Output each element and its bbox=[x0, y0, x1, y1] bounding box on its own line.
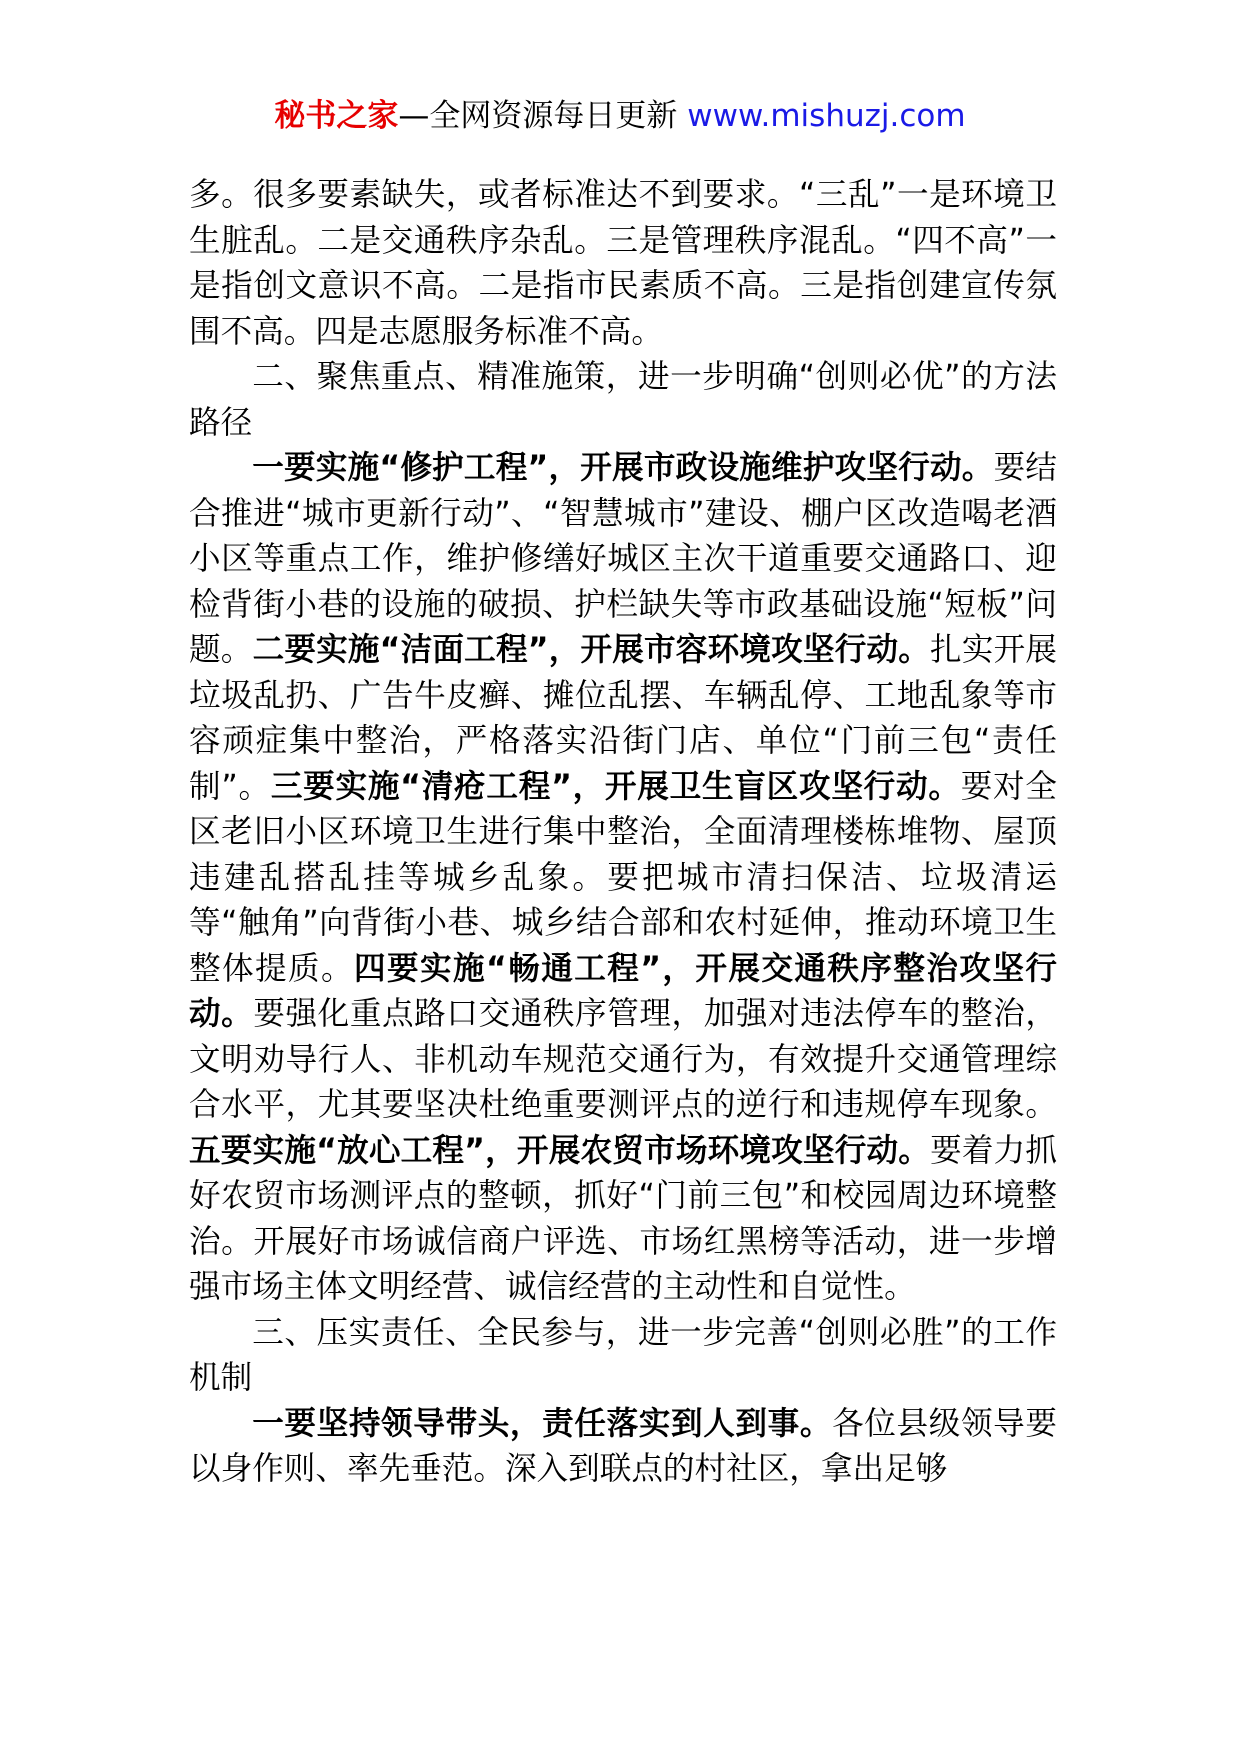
mechanism-1-text: 各位县级领导要以身作则、率先垂范。深入到联点的村社区，拿出足够 bbox=[189, 1405, 1057, 1487]
measure-3-title: 三要实施“清疮工程”，开展卫生盲区攻坚行动。 bbox=[270, 768, 961, 805]
measure-5-title: 五要实施“放心工程”，开展农贸市场环境攻坚行动。 bbox=[189, 1132, 931, 1169]
paragraph-measures bbox=[189, 446, 1057, 1311]
brand-name: 秘书之家 bbox=[274, 98, 399, 134]
page-header bbox=[0, 96, 1240, 136]
section-heading-3: 三、压实责任、全民参与，进一步完善“创则必胜”的工作机制 bbox=[189, 1314, 1057, 1396]
measure-1-text: 要结合推进“城市更新行动”、“智慧城市”建设、棚户区改造喝老酒小区等重点工作，维护修缮好城区主次干道重要交通路口、迎检背街小巷的设施的破损、护栏缺失等市政基础设施“短板”问题。 bbox=[189, 450, 1057, 668]
section-heading-2: 二、聚焦重点、精准施策，进一步明确“创则必优”的方法路径 bbox=[189, 359, 1057, 441]
paragraph-mechanism bbox=[189, 1402, 1057, 1493]
paragraph-problems: 多。很多要素缺失，或者标准达不到要求。“三乱”一是环境卫生脏乱。二是交通秩序杂乱。三是管理秩序混乱。“四不高”一是指创文意识不高。二是指市民素质不高。三是指创建宣传氛围不高。四是志愿服务标准不高。 bbox=[189, 177, 1057, 350]
document-body bbox=[189, 173, 1057, 1493]
measure-3-text: 要对全区老旧小区环境卫生进行集中整治，全面清理楼栋堆物、屋顶违建乱搭乱挂等城乡乱象。要把城市清扫保洁、垃圾清运等“触角”向背街小巷、城乡结合部和农村延伸，推动环境卫生整体提质。 bbox=[189, 768, 1057, 987]
measure-2-title: 二要实施“洁面工程”，开展市容环境攻坚行动。 bbox=[252, 632, 931, 668]
measure-4-text: 要强化重点路口交通秩序管理，加强对违法停车的整治，文明劝导行人、非机动车规范交通行为，有效提升交通管理综合水平，尤其要坚决杜绝重要测评点的逆行和违规停车现象。 bbox=[189, 996, 1057, 1123]
header-tagline: —全网资源每日更新 bbox=[398, 98, 678, 134]
mechanism-1-title: 一要坚持领导带头，责任落实到人到事。 bbox=[252, 1405, 833, 1442]
measure-5-text: 要着力抓好农贸市场测评点的整顿，抓好“门前三包”和校园周边环境整治。开展好市场诚信商户评选、市场红黑榜等活动，进一步增强市场主体文明经营、诚信经营的主动性和自觉性。 bbox=[189, 1132, 1057, 1305]
website-link[interactable]: www.mishuzj.com bbox=[687, 98, 966, 134]
measure-1-title: 一要实施“修护工程”，开展市政设施维护攻坚行动。 bbox=[252, 450, 994, 486]
measure-4-title: 四要实施“畅通工程”，开展交通秩序整治攻坚行动。 bbox=[189, 950, 1057, 1032]
measure-2-text: 扎实开展垃圾乱扔、广告牛皮癣、摊位乱摆、车辆乱停、工地乱象等市容顽症集中整治，严格落实沿街门店、单位“门前三包“责任制”。 bbox=[189, 632, 1057, 805]
